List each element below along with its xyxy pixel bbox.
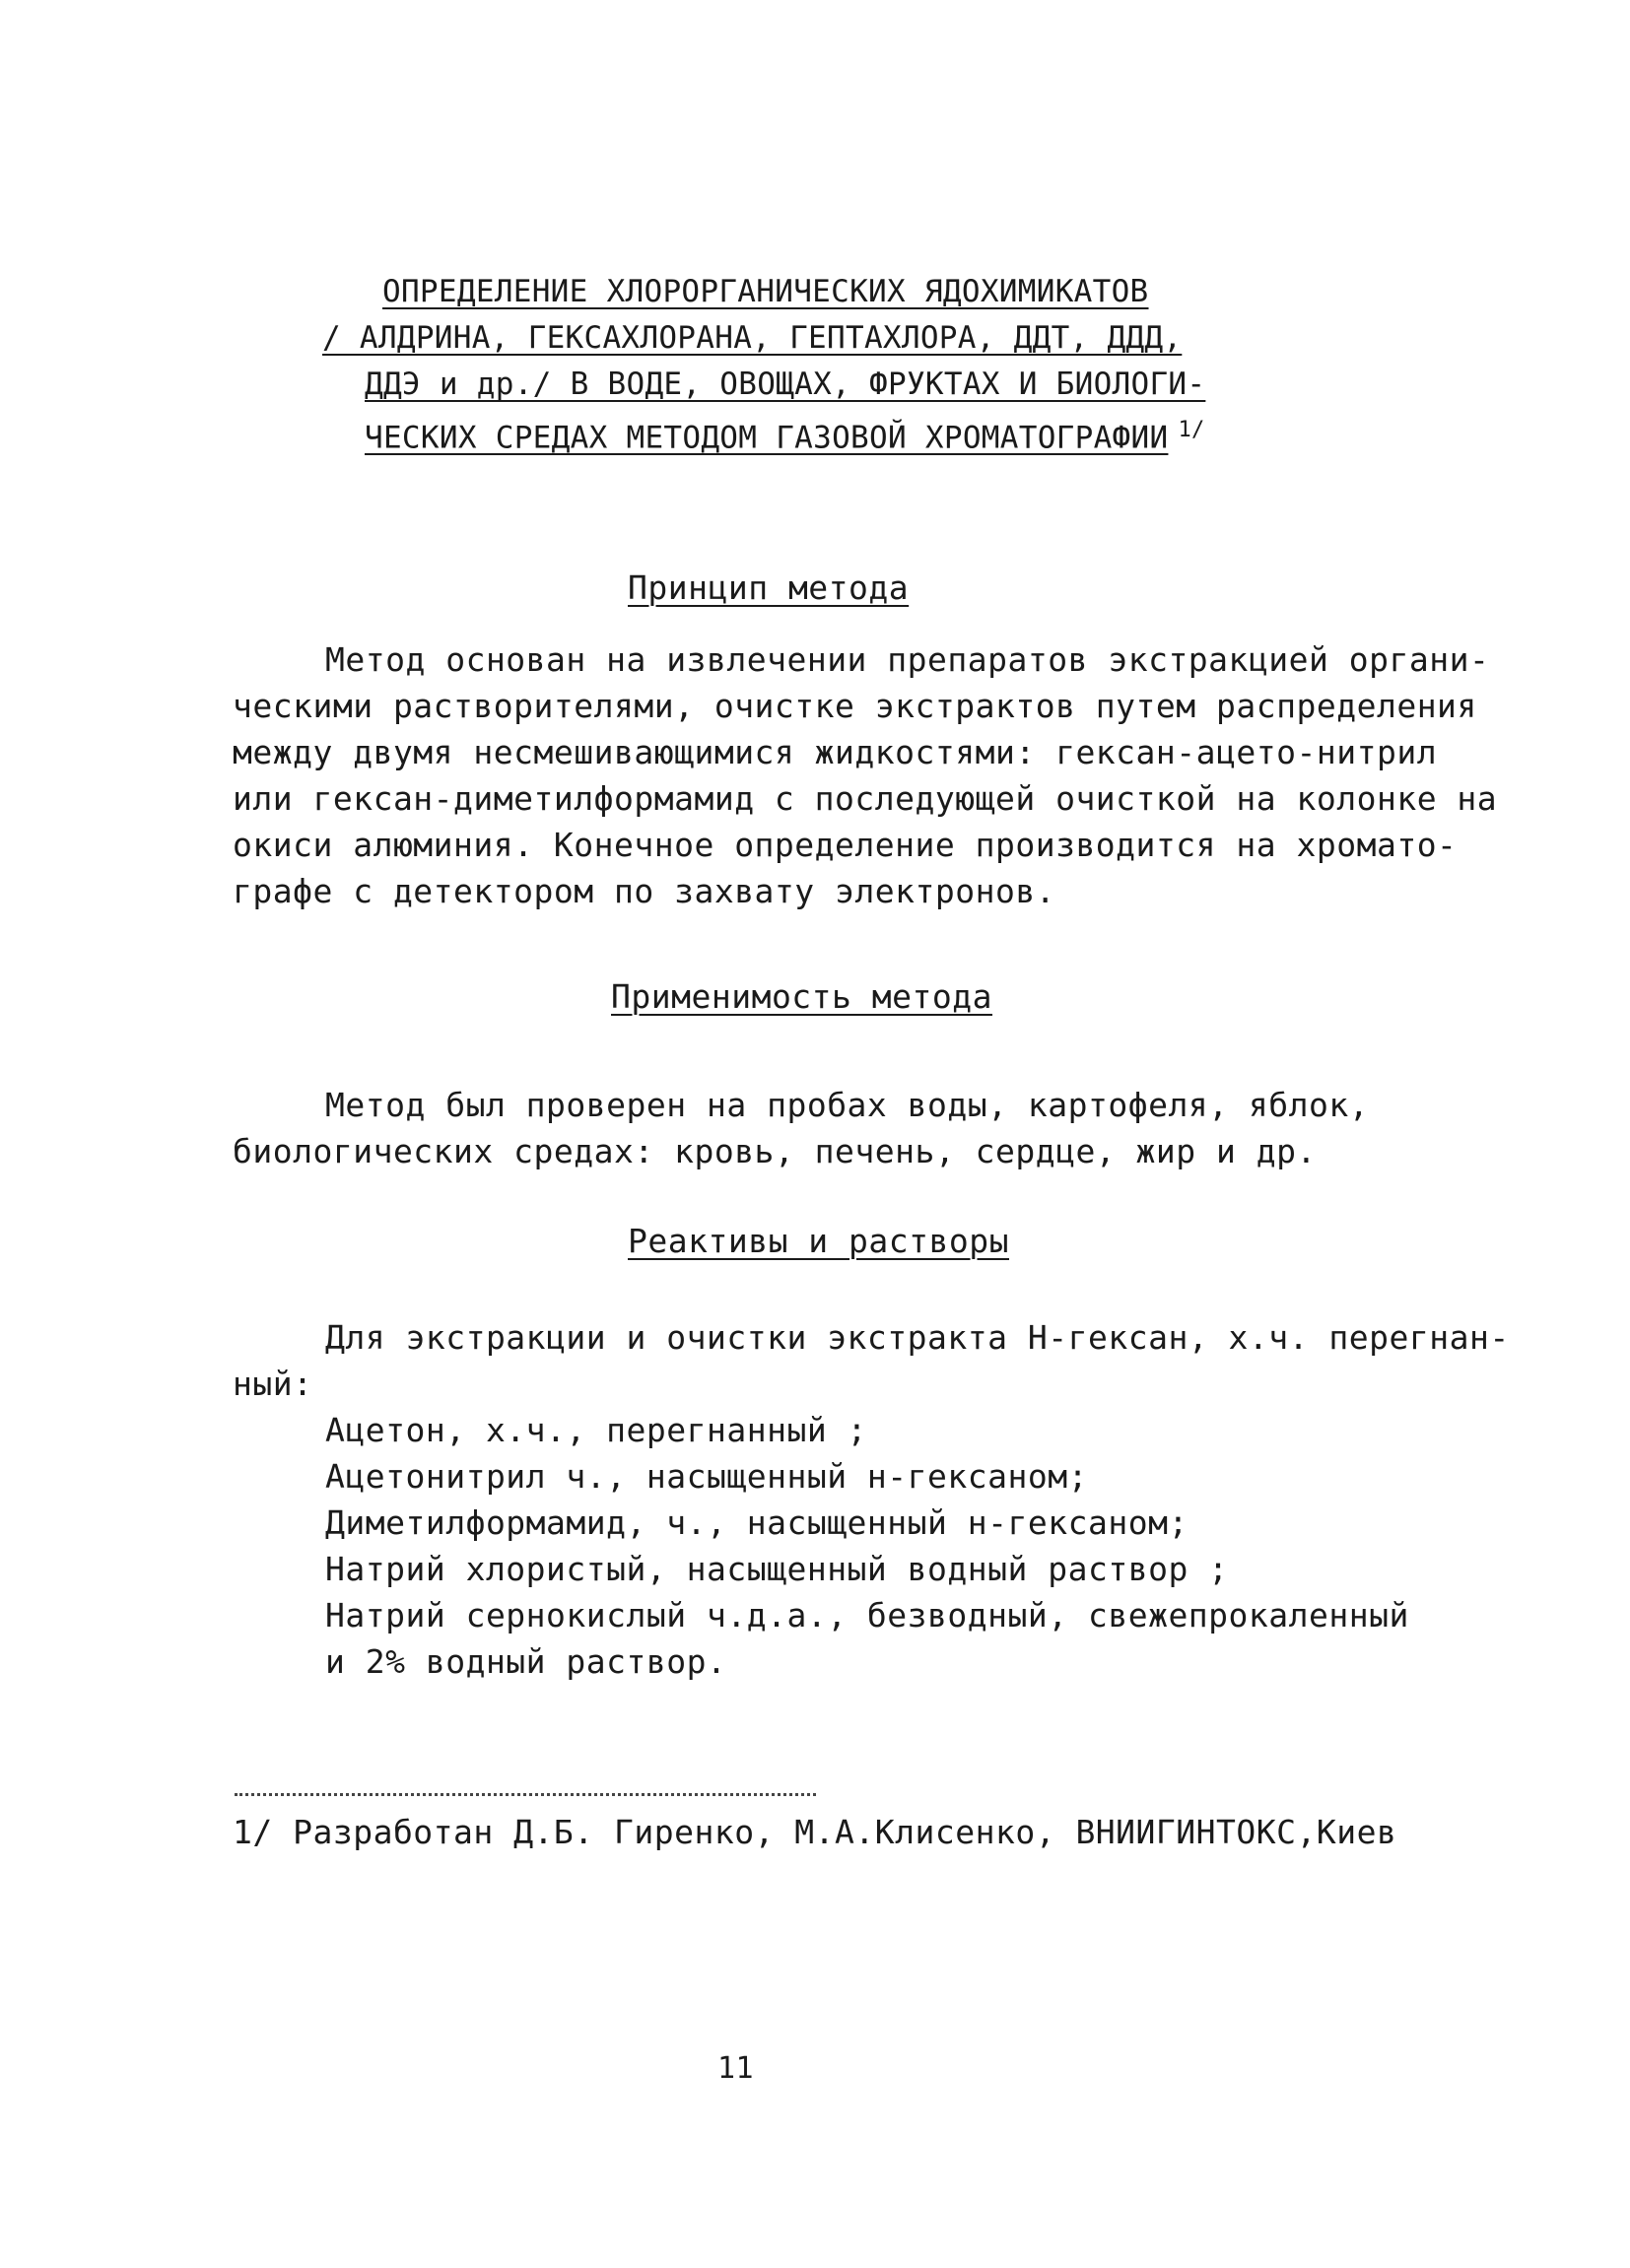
principle-line-3: между двумя несмешивающимися жидкостями: гексан-ацето-нитрил [233, 733, 1438, 771]
section-heading-reagents: Реактивы и растворы [628, 1222, 1009, 1260]
section-heading-applicability: Применимость метода [611, 977, 992, 1016]
reagent-item-sodium-sulfate: Натрий сернокислый ч.д.а., безводный, свежепрокаленный [325, 1596, 1409, 1634]
principle-line-2: ческими растворителями, очистке экстрактов путем распределения [233, 687, 1477, 725]
reagent-item-acetone: Ацетон, х.ч., перегнанный ; [325, 1411, 867, 1449]
footnote: 1/ Разработан Д.Б. Гиренко, М.А.Клисенко, ВНИИГИНТОКС,Киев [233, 1813, 1397, 1851]
title-footnote-mark: 1/ [1178, 418, 1205, 442]
applicability-line-1: Метод был проверен на пробах воды, картофеля, яблок, [325, 1086, 1370, 1124]
title-line-3: ДДЭ и др./ В ВОДЕ, ОВОЩАХ, ФРУКТАХ И БИОЛОГИ- [365, 367, 1206, 402]
applicability-line-2: биологических средах: кровь, печень, сердце, жир и др. [233, 1132, 1317, 1170]
title-line-4: ЧЕСКИХ СРЕДАХ МЕТОДОМ ГАЗОВОЙ ХРОМАТОГРАФИИ [365, 420, 1169, 456]
principle-line-1: Метод основан на извлечении препаратов экстракцией органи- [325, 640, 1490, 679]
reagent-item-sodium-chloride: Натрий хлористый, насыщенный водный раствор ; [325, 1550, 1229, 1588]
title-line-2: / АЛДРИНА, ГЕКСАХЛОРАНА, ГЕПТАХЛОРА, ДДТ, ДДД, [322, 320, 1183, 356]
title-line-1: ОПРЕДЕЛЕНИЕ ХЛОРОРГАНИЧЕСКИХ ЯДОХИМИКАТОВ [382, 274, 1149, 309]
section-heading-principle: Принцип метода [628, 568, 910, 607]
principle-line-5: окиси алюминия. Конечное определение производится на хромато- [233, 826, 1458, 864]
principle-line-6: графе с детектором по захвату электронов. [233, 872, 1056, 910]
principle-line-4: или гексан-диметилформамид с последующей очисткой на колонке на [233, 779, 1498, 818]
reagent-item-sodium-sulfate-cont: и 2% водный раствор. [325, 1642, 727, 1681]
reagents-line-1: Для экстракции и очистки экстракта Н-гексан, х.ч. перегнан- [325, 1318, 1510, 1357]
page-number: 11 [717, 2051, 755, 2086]
reagent-item-dimethylformamide: Диметилформамид, ч., насыщенный н-гексаном; [325, 1503, 1189, 1542]
reagents-line-2: ный: [233, 1365, 313, 1403]
reagent-item-acetonitrile: Ацетонитрил ч., насыщенный н-гексаном; [325, 1457, 1088, 1496]
footnote-separator [235, 1793, 816, 1796]
title-line-4-row [365, 411, 1205, 457]
